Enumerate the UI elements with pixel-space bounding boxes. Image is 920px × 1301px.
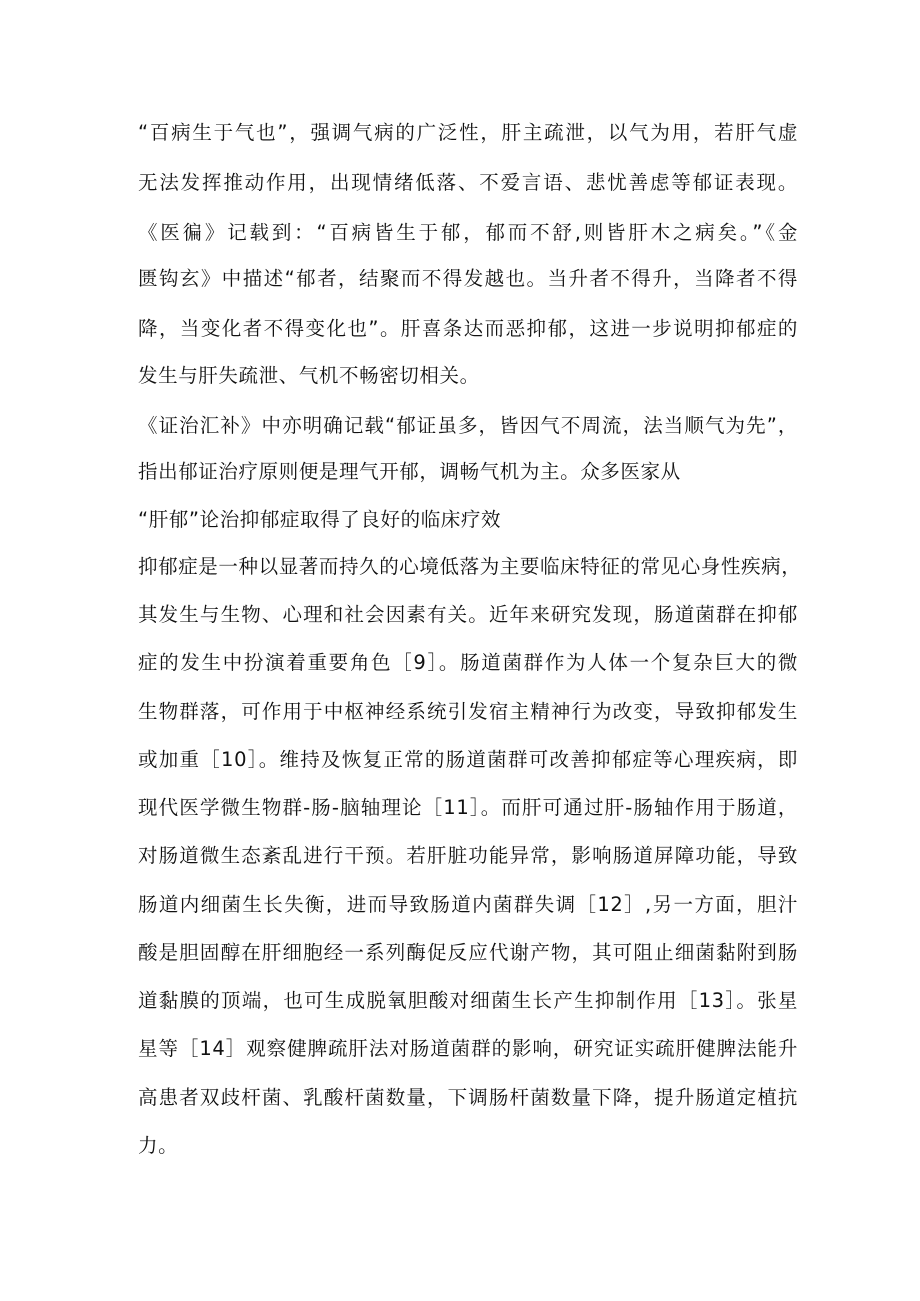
text-line: 《医徧》记载到：“百病皆生于郁，郁而不舒,则皆肝木之病矣。”《金 <box>138 221 798 244</box>
text-line: 酸是胆固醇在肝细胞经一系列酶促反应代谢产物，其可阻止细菌黏附到肠 <box>138 941 798 964</box>
text-line: 指出郁证治疗原则便是理气开郁，调畅气机为主。众多医家从 <box>138 460 681 483</box>
text-line: 降，当变化者不得变化也”。肝喜条达而恶抑郁，这进一步说明抑郁症的 <box>138 317 798 340</box>
text-line: 无法发挥推动作用，出现情绪低落、不爱言语、悲忧善虑等郁证表现。 <box>138 171 798 194</box>
text-line: 肠道内细菌生长失衡，进而导致肠道内菌群失调［12］,另一方面，胆汁 <box>138 893 798 916</box>
text-line: 症的发生中扮演着重要角色［9］。肠道菌群作为人体一个复杂巨大的微 <box>138 651 798 674</box>
text-line: 或加重［10］。维持及恢复正常的肠道菌群可改善抑郁症等心理疾病，即 <box>138 748 798 771</box>
text-line: 《证治汇补》中亦明确记载“郁证虽多，皆因气不周流，法当顺气为先”， <box>138 414 798 437</box>
text-line: 高患者双歧杆菌、乳酸杆菌数量，下调肠杆菌数量下降，提升肠道定植抗 <box>138 1086 798 1109</box>
text-line: 力。 <box>138 1134 179 1157</box>
text-line: “百病生于气也”，强调气病的广泛性，肝主疏泄，以气为用，若肝气虚 <box>138 121 798 144</box>
text-line: 匮钩玄》中描述“郁者，结聚而不得发越也。当升者不得升，当降者不得 <box>138 267 798 290</box>
text-line: 对肠道微生态紊乱进行干预。若肝脏功能异常，影响肠道屏障功能，导致 <box>138 844 798 867</box>
text-line: 其发生与生物、心理和社会因素有关。近年来研究发现，肠道菌群在抑郁 <box>138 603 798 626</box>
text-line: 现代医学微生物群-肠-脑轴理论［11］。而肝可通过肝-肠轴作用于肠道， <box>138 796 798 819</box>
text-line: 道黏膜的顶端，也可生成脱氧胆酸对细菌生长产生抑制作用［13］。张星 <box>138 989 798 1012</box>
text-line: 抑郁症是一种以显著而持久的心境低落为主要临床特征的常见心身性疾病， <box>138 555 802 578</box>
section-heading: “肝郁”论治抑郁症取得了良好的临床疗效 <box>138 508 502 531</box>
text-line: 发生与肝失疏泄、气机不畅密切相关。 <box>138 364 480 387</box>
text-line: 生物群落，可作用于中枢神经系统引发宿主精神行为改变，导致抑郁发生 <box>138 700 798 723</box>
text-line: 星等［14］观察健脾疏肝法对肠道菌群的影响，研究证实疏肝健脾法能升 <box>138 1037 798 1060</box>
